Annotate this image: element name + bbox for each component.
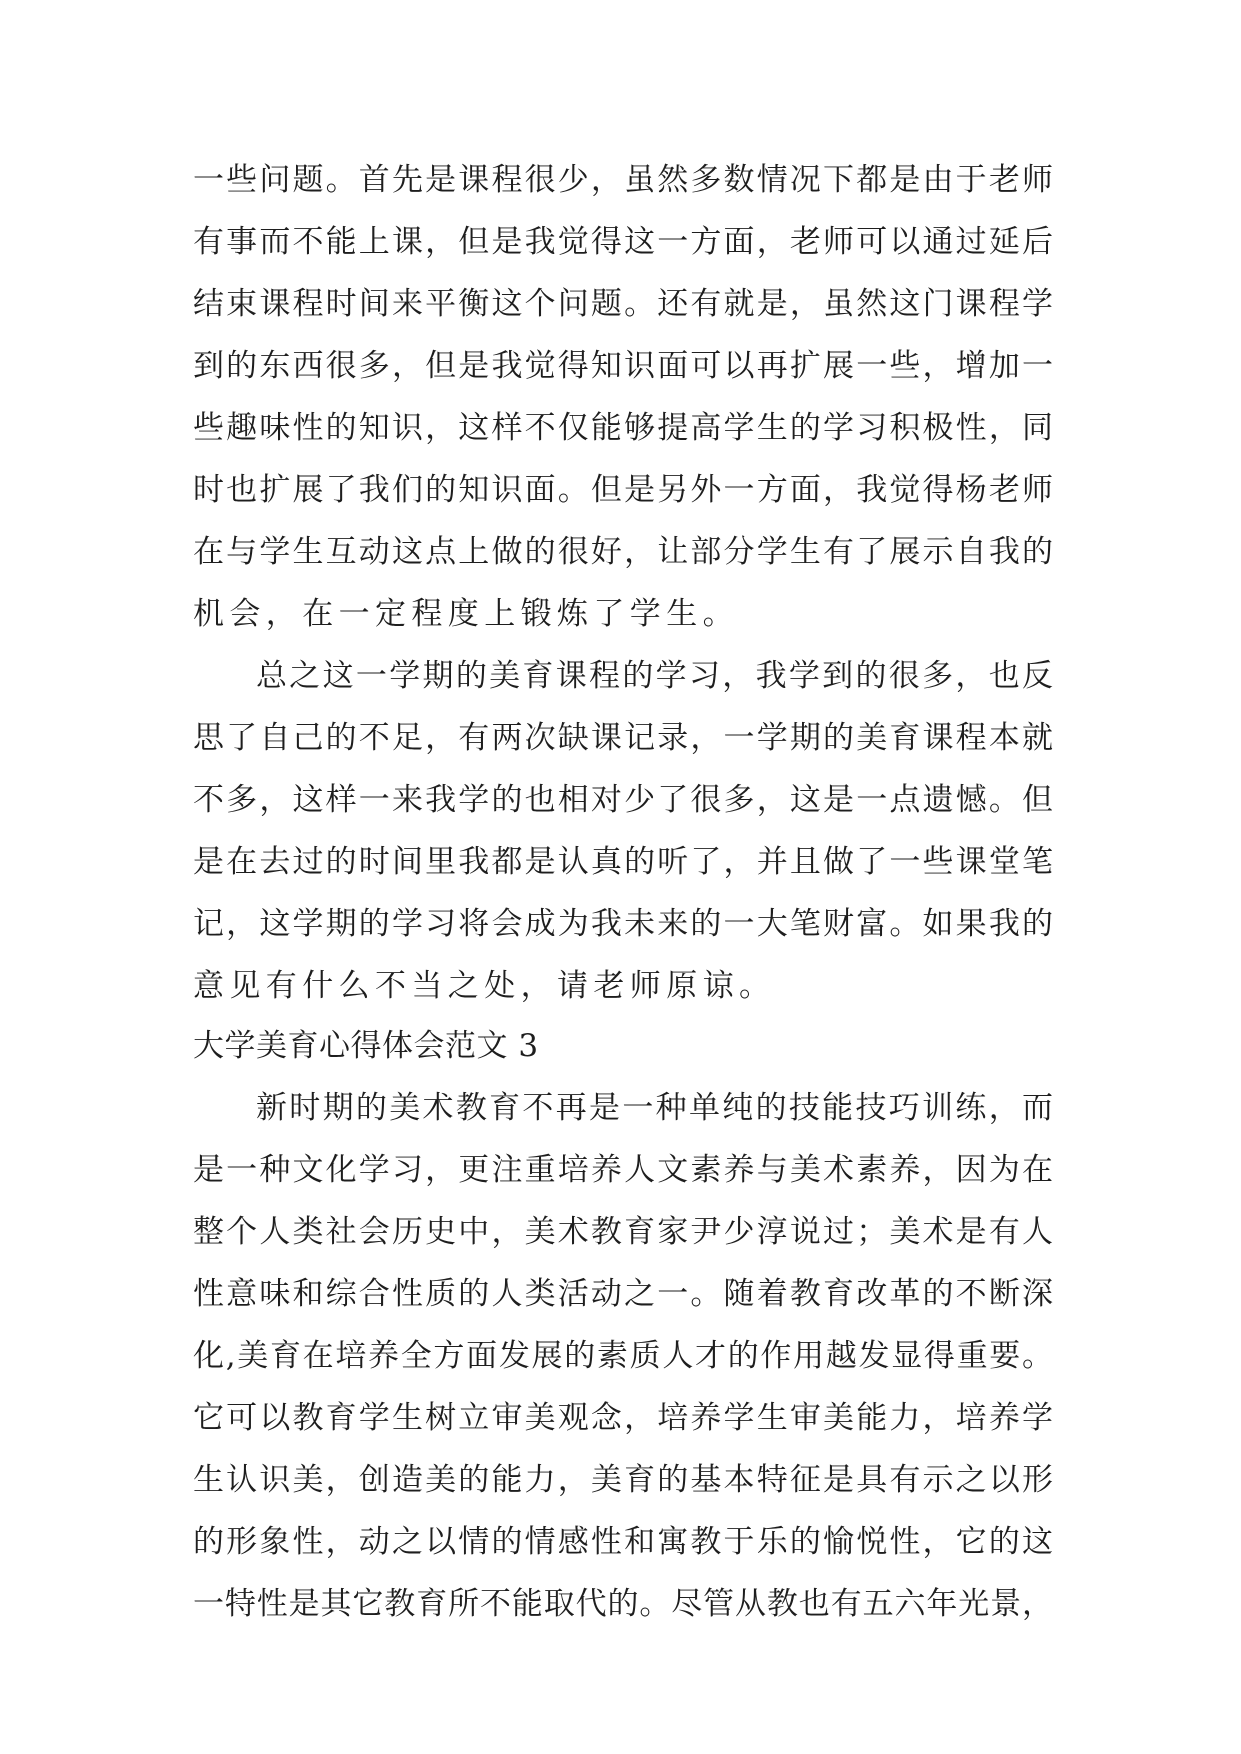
body-text-line: 化,美育在培养全方面发展的素质人才的作用越发显得重要。 [193, 1338, 1053, 1374]
body-text-line: 不多，这样一来我学的也相对少了很多，这是一点遗憾。但 [193, 782, 1053, 818]
body-text-line: 性意味和综合性质的人类活动之一。随着教育改革的不断深 [193, 1276, 1053, 1312]
body-text-line: 在与学生互动这点上做的很好，让部分学生有了展示自我的 [193, 534, 1053, 570]
body-text-line: 生认识美，创造美的能力，美育的基本特征是具有示之以形 [193, 1462, 1053, 1498]
body-text-line: 是一种文化学习，更注重培养人文素养与美术素养，因为在 [193, 1152, 1053, 1188]
body-text-line: 思了自己的不足，有两次缺课记录，一学期的美育课程本就 [193, 720, 1053, 756]
body-text-line: 的形象性，动之以情的情感性和寓教于乐的愉悦性，它的这 [193, 1524, 1053, 1560]
body-text-line: 一些问题。首先是课程很少，虽然多数情况下都是由于老师 [193, 162, 1053, 198]
body-text-line: 有事而不能上课，但是我觉得这一方面，老师可以通过延后 [193, 224, 1053, 260]
paragraph-end-line: 意见有什么不当之处，请老师原谅。 [193, 968, 776, 1004]
body-text-line: 它可以教育学生树立审美观念，培养学生审美能力，培养学 [193, 1400, 1053, 1436]
body-text-line: 一特性是其它教育所不能取代的。尽管从教也有五六年光景， [193, 1586, 1053, 1622]
body-text-line: 到的东西很多，但是我觉得知识面可以再扩展一些，增加一 [193, 348, 1053, 384]
body-text-line: 是在去过的时间里我都是认真的听了，并且做了一些课堂笔 [193, 844, 1053, 880]
section-heading: 大学美育心得体会范文 3 [193, 1028, 539, 1064]
paragraph-first-line: 总之这一学期的美育课程的学习，我学到的很多，也反 [256, 658, 1053, 694]
body-text-line: 时也扩展了我们的知识面。但是另外一方面，我觉得杨老师 [193, 472, 1053, 508]
body-text-line: 记，这学期的学习将会成为我未来的一大笔财富。如果我的 [193, 906, 1053, 942]
paragraph-end-line: 机会，在一定程度上锻炼了学生。 [193, 596, 739, 632]
body-text-line: 些趣味性的知识，这样不仅能够提高学生的学习积极性，同 [193, 410, 1053, 446]
body-text-line: 整个人类社会历史中，美术教育家尹少淳说过；美术是有人 [193, 1214, 1053, 1250]
paragraph-first-line: 新时期的美术教育不再是一种单纯的技能技巧训练，而 [256, 1090, 1053, 1126]
body-text-line: 结束课程时间来平衡这个问题。还有就是，虽然这门课程学 [193, 286, 1053, 322]
